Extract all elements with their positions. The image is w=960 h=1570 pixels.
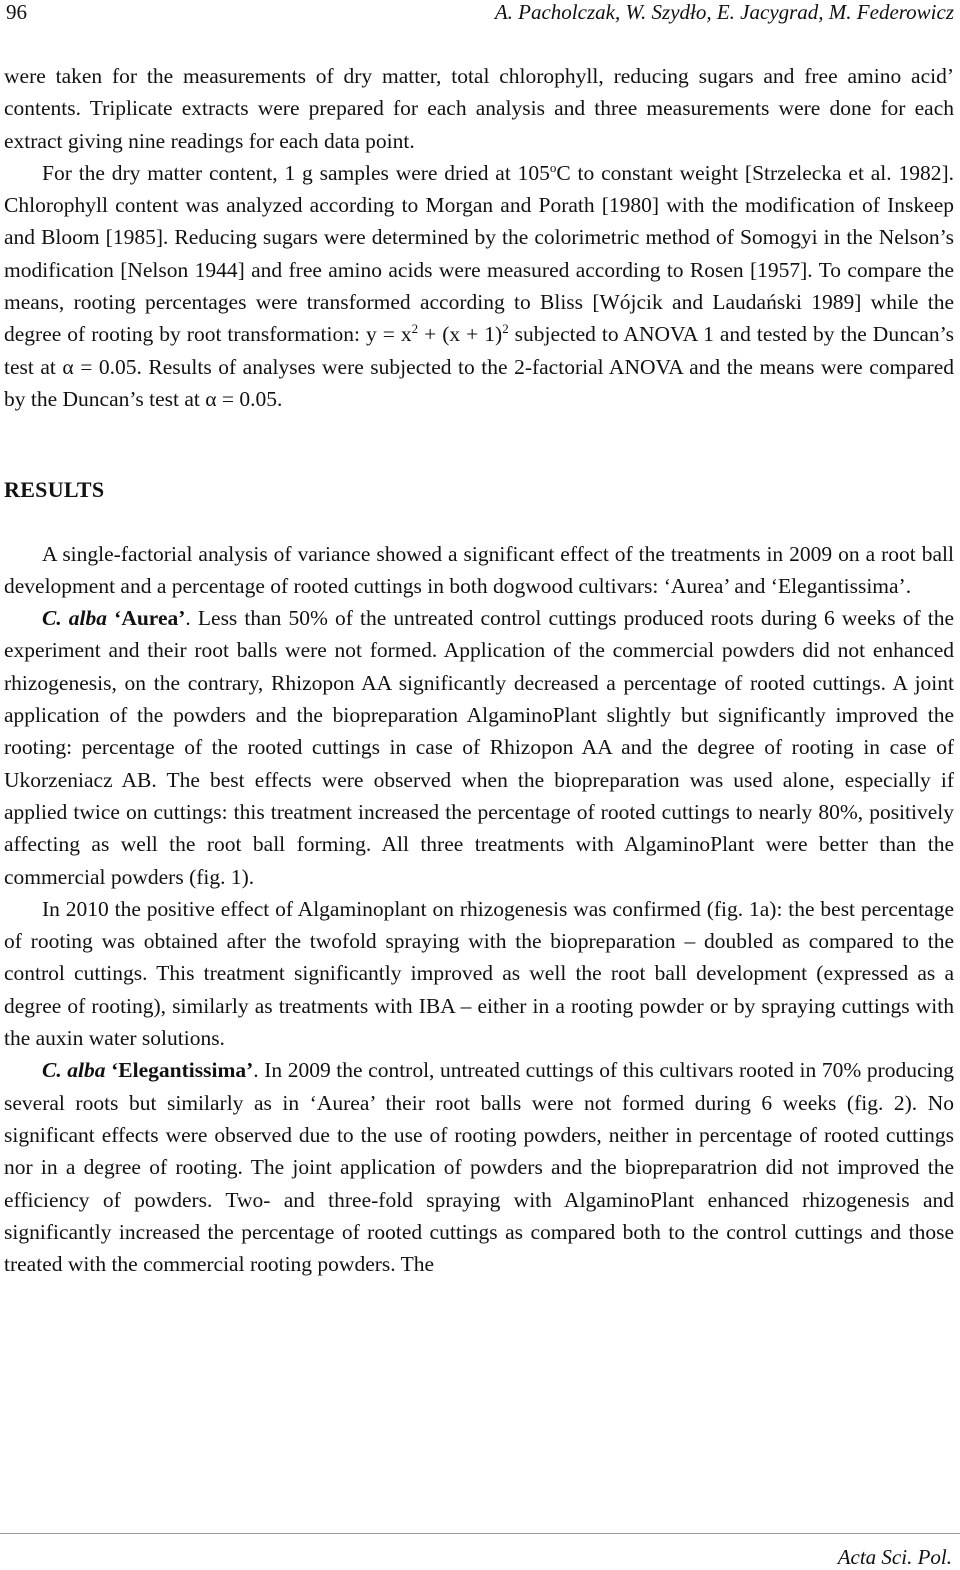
methods-paragraph-1: were taken for the measurements of dry matter, total chlorophyll, reducing sugars and free amino acid’ contents. Triplicate extracts were prepared for each analysis and three measurements were done for each extract giving nine readings for each data point. (4, 64, 954, 153)
aurea-text: . Less than 50% of the untreated control cuttings produced roots during 6 weeks of the experiment and their root balls were not formed. Application of the commercial powders did not enhanced rhizogenesis, on the contrary, Rhizopon AA significantly decreased a percentage of rooted cuttings. A joint application of the powders and the biopreparation AlgaminoPlant slightly but significantly improved the rooting: percentage of the rooted cuttings in case of Rhizopon AA and the degree of rooting in case of Ukorzeniacz AB. The best effects were observed when the biopreparation was used alone, especially if applied twice on cuttings: this treatment increased the percentage of rooted cuttings to nearly 80%, positively affecting as well the root ball forming. All three treatments with AlgaminoPlant were better than the commercial powders (fig. 1). (4, 606, 955, 889)
cultivar-name-aurea: ‘Aurea’ (114, 606, 186, 631)
methods-p2-text-c: + (x + 1) (418, 322, 503, 347)
page-header (6, 0, 954, 30)
article-body (4, 60, 954, 1280)
species-name: C. alba (42, 606, 108, 631)
species-name-2: C. alba (42, 1058, 106, 1083)
degree-superscript: o (549, 159, 557, 175)
journal-name: Acta Sci. Pol. (837, 1545, 952, 1569)
results-paragraph-2010: In 2010 the positive effect of Algaminoplant on rhizogenesis was confirmed (fig. 1a): the best percentage of rooting was obtained after the twofold spraying with the biopreparation – doubled as compared to the control cuttings. This treatment significantly improved as well the root ball development (expressed as a degree of rooting), similarly as treatments with IBA – either in a rooting powder or by spraying cuttings with the auxin water solutions. (4, 896, 954, 1051)
elegantissima-text: . In 2009 the control, untreated cuttings of this cultivars rooted in 70% producing several roots but similarly as in ‘Aurea’ their root balls were not formed during 6 weeks (fig. 2). No significant effects were observed due to the use of rooting powders, neither in percentage of rooted cuttings nor in a degree of rooting. The joint application of powders and the biopreparatrion did not improved the efficiency of powders. Two- and three-fold spraying with AlgaminoPlant enhanced rhizogenesis and significantly increased the percentage of rooted cuttings as compared both to the control cuttings and those treated with the commercial rooting powders. The (4, 1058, 954, 1277)
running-head-authors: A. Pacholczak, W. Szydło, E. Jacygrad, M. Federowicz (494, 0, 954, 24)
square-superscript-2: 2 (502, 321, 509, 337)
results-paragraph-aurea (4, 602, 954, 893)
square-superscript: 2 (411, 321, 419, 337)
results-paragraph-elegantissima (4, 1054, 954, 1280)
methods-p2-text-b: C to constant weight [Strzelecka et al. 1982]. Chlorophyll content was analyzed according to Morgan and Porath [1980] with the modification of Inskeep and Bloom [1985]. Reducing sugars were determined by the colorimetric method of Somogyi in the Nelson’s modification [Nelson 1944] and free amino acids were measured according to Rosen [1957]. To compare the means, rooting percentages were transformed according to Bliss [Wójcik and Laudański 1989] while the degree of rooting by root transformation: y = x (4, 160, 954, 347)
methods-p2-text-a: For the dry matter content, 1 g samples were dried at 105 (42, 160, 550, 185)
methods-paragraph-2 (4, 157, 954, 415)
section-heading-results: RESULTS (4, 477, 105, 503)
footer-divider (0, 1533, 960, 1534)
results-paragraph-1: A single-factorial analysis of variance showed a significant effect of the treatments in 2009 on a root ball development and a percentage of rooted cuttings in both dogwood cultivars: ‘Aurea’ and ‘Elegantissima’. (4, 541, 954, 598)
cultivar-name-elegantissima: ‘Elegantissima’ (111, 1058, 254, 1083)
page-number: 96 (6, 0, 27, 24)
methods-p2-text-d: subjected to ANOVA 1 and tested by the Duncan’s test at α = 0.05. Results of analyses were subjected to the 2-factorial ANOVA and the means were compared by the Duncan’s test at α = 0.05. (4, 322, 954, 411)
